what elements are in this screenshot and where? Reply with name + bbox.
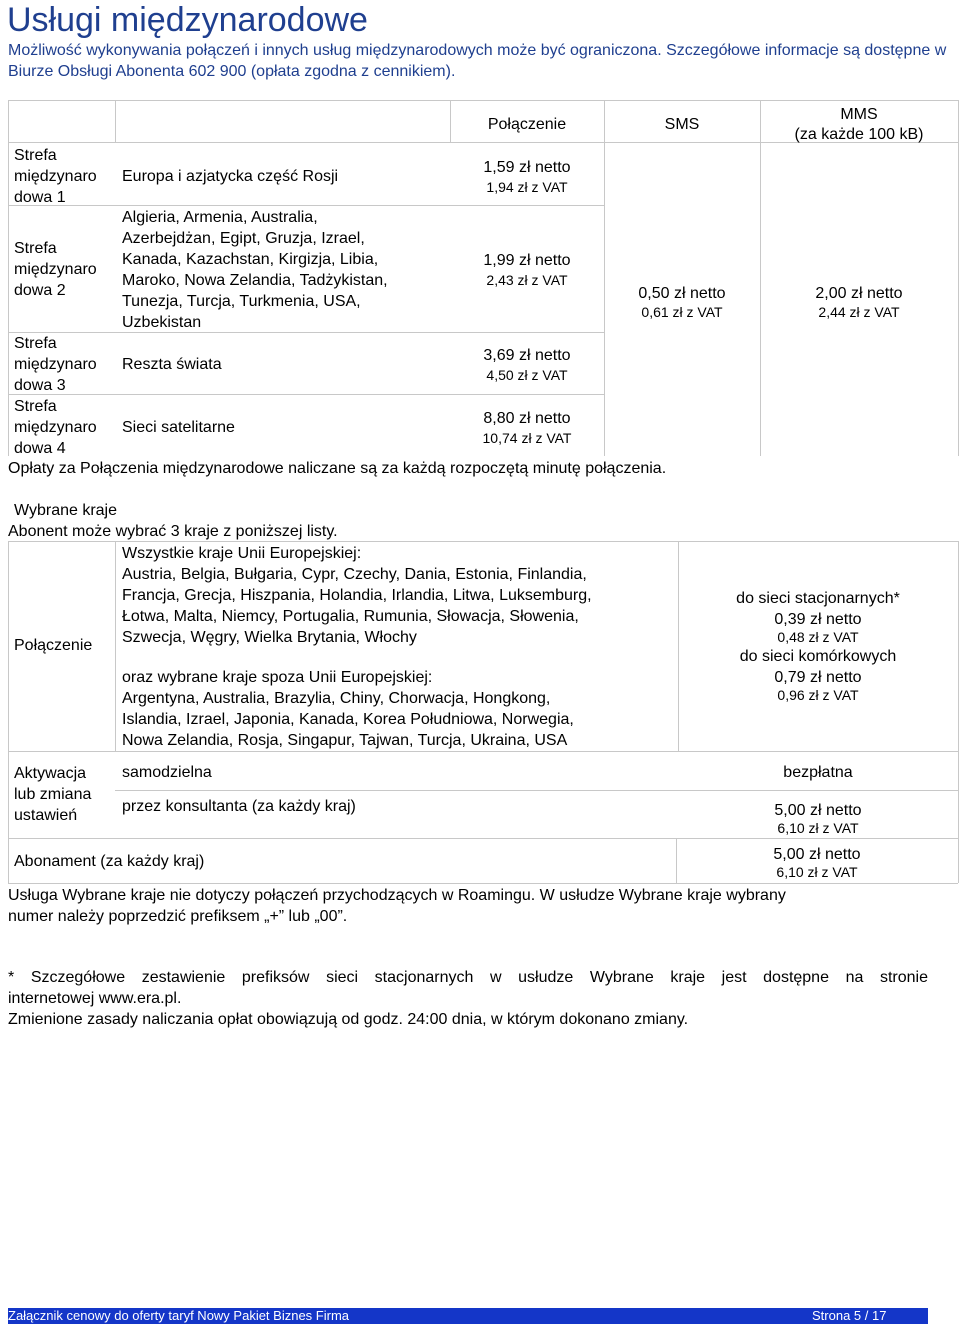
mobile-gross-price: 0,96 zł z VAT (777, 687, 859, 703)
table-row-divider (8, 751, 958, 752)
mms-net-price: 2,00 zł netto (815, 285, 903, 302)
asterisk-footnote: * Szczegółowe zestawienie prefiksów sieci stacjonarnych w usłudze Wybrane kraje jest dostępne na stronie (8, 969, 928, 986)
zone-2-net-price: 1,99 zł netto (483, 252, 571, 269)
header-mms: MMS (840, 106, 878, 123)
zone-4-name: Strefa międzynaro dowa 4 (14, 398, 97, 457)
zone-4-countries: Sieci satelitarne (122, 419, 235, 436)
asterisk-footnote-cont: internetowej www.era.pl. (8, 990, 182, 1007)
landline-net-price: 0,39 zł netto (774, 611, 862, 628)
landline-label: do sieci stacjonarnych* (736, 590, 900, 607)
table-divider (115, 100, 116, 142)
consultant-net-price: 5,00 zł netto (774, 802, 862, 819)
mobile-net-price: 0,79 zł netto (774, 669, 862, 686)
table-divider (604, 100, 605, 456)
landline-gross-price: 0,48 zł z VAT (777, 629, 859, 645)
table-row-divider (8, 838, 958, 839)
zone-2-gross-price: 2,43 zł z VAT (486, 272, 568, 288)
zone-4-net-price: 8,80 zł netto (483, 410, 571, 427)
table-border-top (8, 541, 958, 542)
page-number: Strona 5 / 17 (812, 1308, 887, 1323)
self-activation-label: samodzielna (122, 764, 212, 781)
footer-title: Załącznik cenowy do oferty taryf Nowy Pakiet Biznes Firma (8, 1308, 350, 1323)
rules-footnote: Zmienione zasady naliczania opłat obowiązują od godz. 24:00 dnia, w którym dokonano zmiany. (8, 1011, 689, 1028)
zone-4-gross-price: 10,74 zł z VAT (482, 430, 572, 446)
subscription-label: Abonament (za każdy kraj) (14, 853, 205, 870)
table-row-divider (8, 394, 604, 395)
mms-gross-price: 2,44 zł z VAT (818, 304, 900, 320)
eu-countries: Wszystkie kraje Unii Europejskiej: Austria, Belgia, Bułgaria, Cypr, Czechy, Dania, Estonia, Finlandia, Francja, Grecja, Hiszpania, Holandia, Irlandia, Litwa, Luksemburg, Łotwa, Malta, Niemcy, Portugalia, Rumunia, Słowacja, Słowenia, Szwecja, Węgry, Wielka Brytania, Włochy (122, 545, 592, 646)
selected-connection-label: Połączenie (14, 637, 93, 654)
zone-1-net-price: 1,59 zł netto (483, 159, 571, 176)
zone-1-name: Strefa międzynaro dowa 1 (14, 147, 97, 206)
zone-3-gross-price: 4,50 zł z VAT (486, 367, 568, 383)
table-divider (760, 100, 761, 456)
table-border-right (958, 541, 959, 883)
zone-3-countries: Reszta świata (122, 356, 222, 373)
zone-2-countries: Algieria, Armenia, Australia, Azerbejdżan, Egipt, Gruzja, Izrael, Kanada, Kazachstan, Kirgizja, Libia, Maroko, Nowa Zelandia, Tadżykistan, Tunezja, Turcja, Turkmenia, USA, Uzbekistan (122, 209, 388, 331)
table-border-left (8, 100, 9, 456)
zones-note: Opłaty za Połączenia międzynarodowe naliczane są za każdą rozpoczętą minutę połączenia. (8, 460, 667, 477)
selected-note: Usługa Wybrane kraje nie dotyczy połączeń przychodzących w Roamingu. W usłudze Wybrane kraje wybrany numer należy poprzedzić prefiksem „+” lub „00”. (8, 887, 786, 925)
sms-net-price: 0,50 zł netto (638, 285, 726, 302)
header-mms-unit: (za każde 100 kB) (794, 126, 924, 143)
intro-text: Możliwość wykonywania połączeń i innych usług międzynarodowych może być ograniczona. Szczegółowe informacje są dostępne w Biurze Obsługi Abonenta 602 900 (opłata zgodna z cennikiem). (8, 42, 947, 80)
page-title: Usługi międzynarodowe (7, 1, 368, 39)
table-border-right (958, 100, 959, 456)
zone-3-name: Strefa międzynaro dowa 3 (14, 335, 97, 394)
consultant-gross-price: 6,10 zł z VAT (777, 820, 859, 836)
table-border-left (8, 541, 9, 883)
table-border-bottom (8, 883, 958, 884)
table-border-top (8, 100, 958, 101)
zone-1-gross-price: 1,94 zł z VAT (486, 179, 568, 195)
zone-1-countries: Europa i azjatycka część Rosji (122, 168, 339, 185)
header-sms: SMS (664, 116, 700, 133)
table-divider (115, 541, 116, 751)
consultant-activation-label: przez konsultanta (za każdy kraj) (122, 798, 356, 815)
subscription-gross-price: 6,10 zł z VAT (776, 864, 858, 880)
activation-label: Aktywacja lub zmiana ustawień (14, 765, 92, 824)
subscription-net-price: 5,00 zł netto (773, 846, 861, 863)
mobile-label: do sieci komórkowych (739, 648, 897, 665)
table-row-divider (8, 205, 604, 206)
selected-heading: Wybrane kraje (14, 502, 118, 519)
header-connection: Połączenie (487, 116, 567, 133)
self-activation-price: bezpłatna (783, 764, 853, 781)
selected-subheading: Abonent może wybrać 3 kraje z poniższej listy. (8, 523, 338, 540)
table-row-divider (115, 790, 958, 791)
zone-2-name: Strefa międzynaro dowa 2 (14, 240, 97, 299)
zone-3-net-price: 3,69 zł netto (483, 347, 571, 364)
non-eu-countries: oraz wybrane kraje spoza Unii Europejskiej: Argentyna, Australia, Brazylia, Chiny, Chorwacja, Hongkong, Islandia, Izrael, Japonia, Kanada, Korea Południowa, Norwegia, Nowa Zelandia, Rosja, Singapur, Tajwan, Turcja, Ukraina, USA (122, 669, 574, 749)
sms-gross-price: 0,61 zł z VAT (641, 304, 723, 320)
